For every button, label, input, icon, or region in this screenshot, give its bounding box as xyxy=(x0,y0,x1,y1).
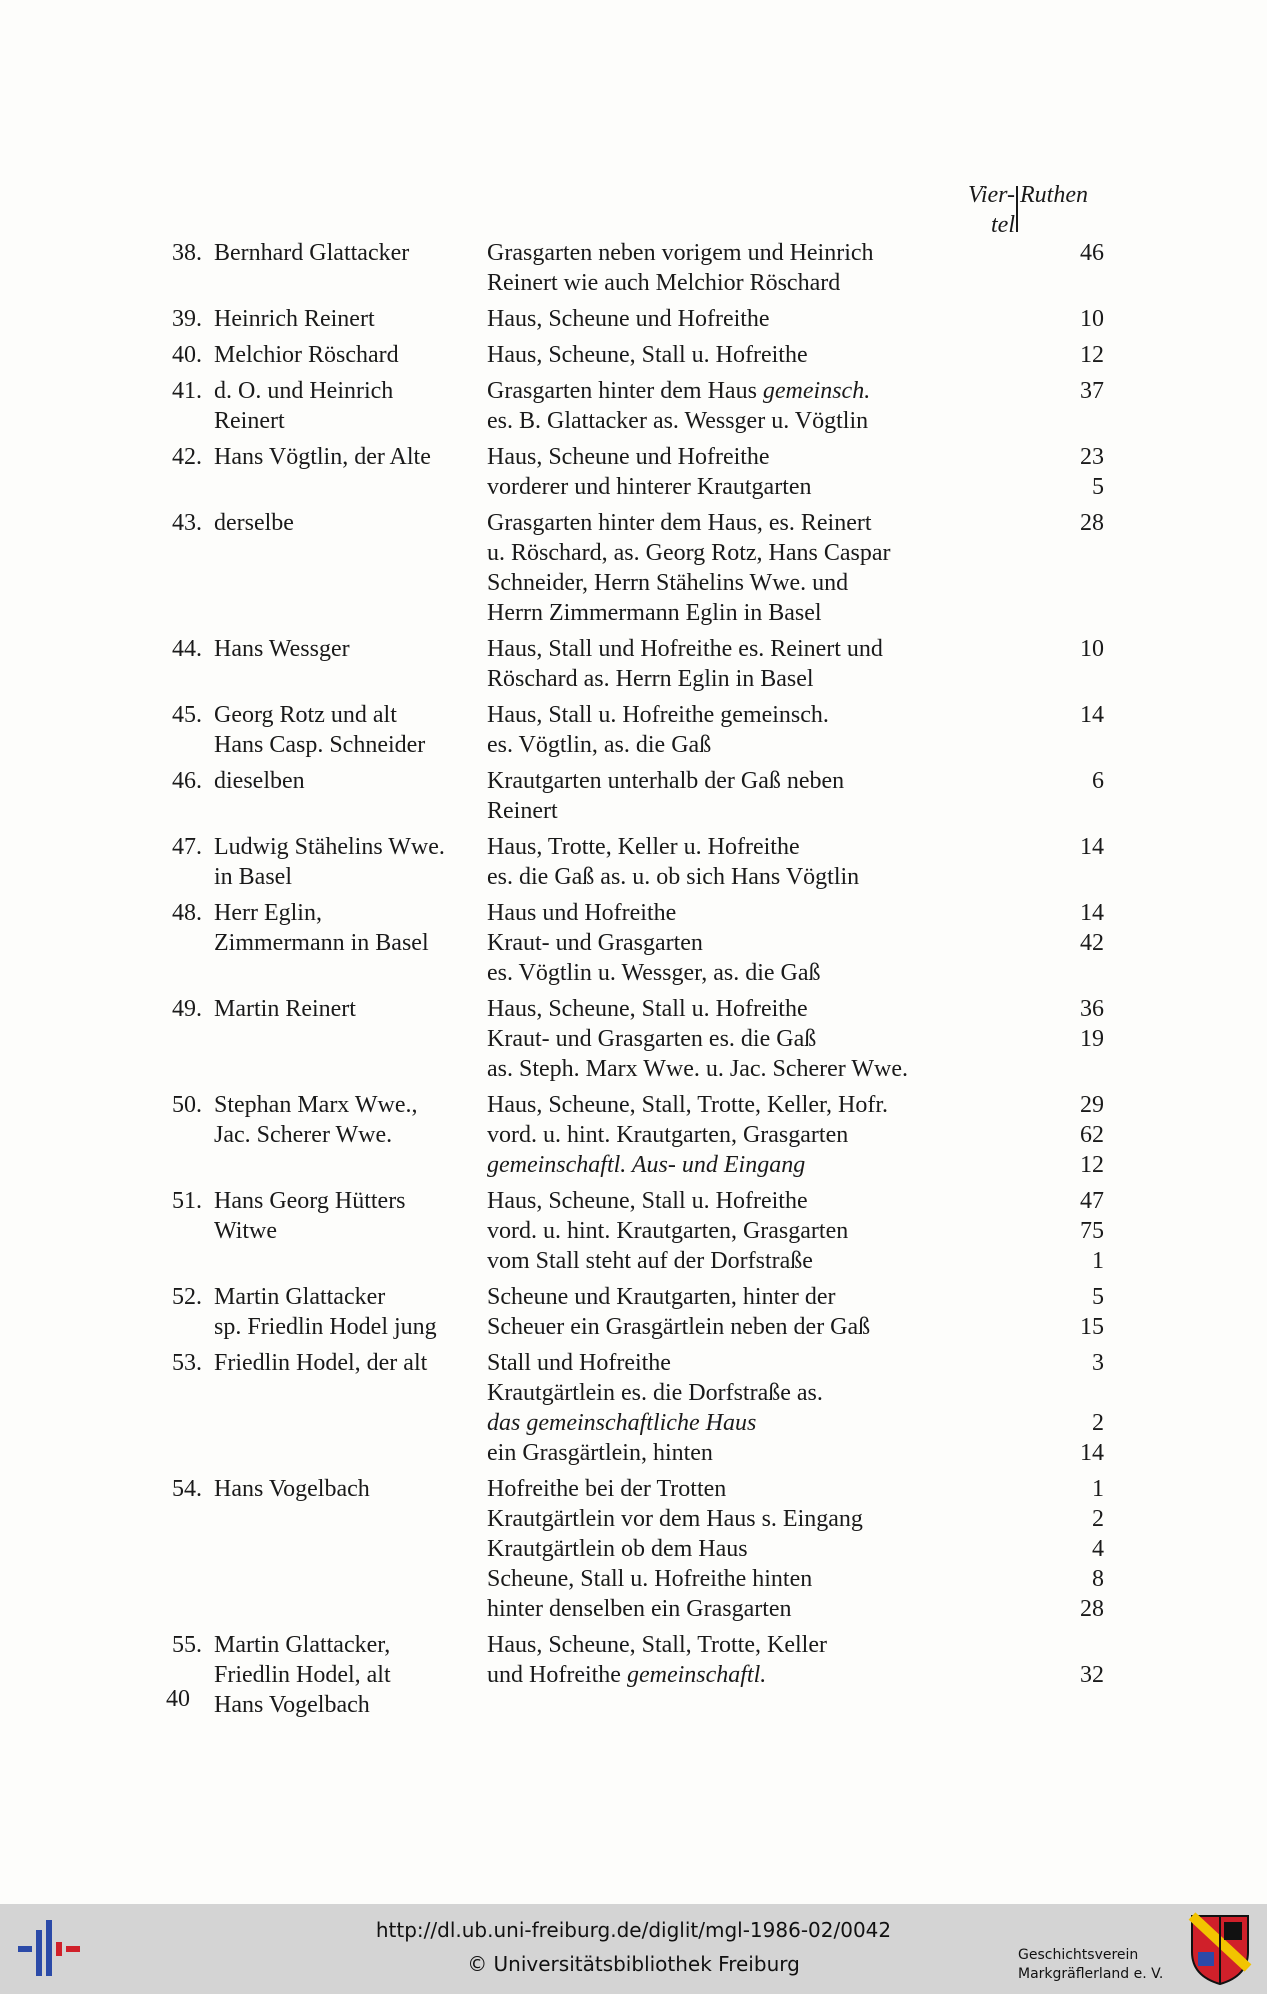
description-line xyxy=(487,568,890,598)
ruthen-value: 2 xyxy=(1092,1410,1104,1436)
description-line xyxy=(487,538,890,568)
description-line xyxy=(487,1534,1104,1564)
description-line xyxy=(487,472,1104,502)
owner-name xyxy=(214,1090,474,1150)
description-line xyxy=(487,994,1104,1024)
register-entry xyxy=(0,994,1267,1084)
description-line xyxy=(487,1216,1104,1246)
owner-name-line: Friedlin Hodel, der alt xyxy=(214,1350,428,1376)
description-text: ein Grasgärtlein, hinten xyxy=(487,1440,713,1466)
ruthen-value: 28 xyxy=(1080,1596,1104,1622)
description-text: Kraut- und Grasgarten es. die Gaß xyxy=(487,1026,817,1052)
owner-name-line: Martin Glattacker xyxy=(214,1284,386,1310)
page-number: 40 xyxy=(166,1686,190,1712)
column-header-ruthen: Ruthen xyxy=(1020,182,1088,208)
ruthen-value: 5 xyxy=(1092,474,1104,500)
description-line xyxy=(487,832,1104,862)
entry-number: 55. xyxy=(172,1632,202,1658)
owner-name-line: Hans Vogelbach xyxy=(214,1692,370,1718)
register-entry xyxy=(0,340,1267,370)
description-line xyxy=(487,1660,1104,1690)
owner-name xyxy=(214,442,474,472)
description-line xyxy=(487,862,859,892)
entry-number: 41. xyxy=(172,378,202,404)
description-line xyxy=(487,1150,1104,1180)
description-line xyxy=(487,304,1104,334)
register-entry xyxy=(0,304,1267,334)
description-text: Haus, Trotte, Keller u. Hofreithe xyxy=(487,834,800,860)
description-line xyxy=(487,730,829,760)
description-text: es. B. Glattacker as. Wessger u. Vögtlin xyxy=(487,408,869,434)
property-description xyxy=(487,1282,1104,1342)
ruthen-value: 10 xyxy=(1080,636,1104,662)
property-description xyxy=(487,700,1104,760)
description-line xyxy=(487,268,874,298)
description-text: Röschard as. Herrn Eglin in Basel xyxy=(487,666,814,692)
description-line xyxy=(487,1054,908,1084)
owner-name-line: Stephan Marx Wwe., xyxy=(214,1092,418,1118)
property-description xyxy=(487,1186,1104,1276)
owner-name xyxy=(214,1474,474,1504)
ruthen-value: 23 xyxy=(1080,444,1104,470)
description-line xyxy=(487,1438,1104,1468)
description-text: Grasgarten hinter dem Haus xyxy=(487,378,763,404)
owner-name xyxy=(214,238,474,268)
entry-number: 40. xyxy=(172,342,202,368)
property-register-table xyxy=(0,238,1267,1726)
owner-name xyxy=(214,508,474,538)
description-line xyxy=(487,1690,827,1720)
description-line xyxy=(487,508,1104,538)
description-line xyxy=(487,634,1104,664)
owner-name xyxy=(214,994,474,1024)
property-description xyxy=(487,238,1104,298)
entry-number: 44. xyxy=(172,636,202,662)
description-text: und Hofreithe xyxy=(487,1662,627,1688)
entry-spacer xyxy=(0,1720,1267,1726)
ruthen-value: 10 xyxy=(1080,306,1104,332)
description-text: Krautgärtlein es. die Dorfstraße as. xyxy=(487,1380,823,1406)
register-entry xyxy=(0,1348,1267,1468)
owner-name-line: Jac. Scherer Wwe. xyxy=(214,1122,393,1148)
owner-name-line: Hans Casp. Schneider xyxy=(214,732,426,758)
description-line xyxy=(487,1348,1104,1378)
description-line xyxy=(487,1282,1104,1312)
description-text: Scheune und Krautgarten, hinter der xyxy=(487,1284,836,1310)
ruthen-value: 8 xyxy=(1092,1566,1104,1592)
owner-name-line: Martin Glattacker, xyxy=(214,1632,391,1658)
owner-name xyxy=(214,1630,474,1720)
register-entry xyxy=(0,1186,1267,1276)
ruthen-value: 14 xyxy=(1080,1440,1104,1466)
society-name xyxy=(1018,1946,1163,1984)
owner-name-line: Bernhard Glattacker xyxy=(214,240,410,266)
entry-number: 38. xyxy=(172,240,202,266)
description-text: es. die Gaß as. u. ob sich Hans Vögtlin xyxy=(487,864,860,890)
entry-number: 39. xyxy=(172,306,202,332)
description-text: vord. u. hint. Krautgarten, Grasgarten xyxy=(487,1218,849,1244)
register-entry xyxy=(0,1630,1267,1720)
register-entry xyxy=(0,1282,1267,1342)
ruthen-value: 47 xyxy=(1080,1188,1104,1214)
property-description xyxy=(487,1090,1104,1180)
ruthen-value: 75 xyxy=(1080,1218,1104,1244)
ruthen-value: 32 xyxy=(1080,1662,1104,1688)
description-line xyxy=(487,1504,1104,1534)
description-text: as. Steph. Marx Wwe. u. Jac. Scherer Wwe. xyxy=(487,1056,908,1082)
description-line xyxy=(487,664,883,694)
property-description xyxy=(487,508,1104,628)
column-divider xyxy=(1016,186,1018,232)
owner-name-line: Hans Wessger xyxy=(214,636,350,662)
owner-name xyxy=(214,340,474,370)
description-line xyxy=(487,376,1104,406)
description-line xyxy=(487,1120,1104,1150)
description-text: Haus, Scheune und Hofreithe xyxy=(487,306,770,332)
entry-number: 52. xyxy=(172,1284,202,1310)
owner-name-line: Herr Eglin, xyxy=(214,900,322,926)
ruthen-value: 1 xyxy=(1092,1248,1104,1274)
description-line xyxy=(487,1378,823,1408)
owner-name-line: Hans Georg Hütters xyxy=(214,1188,406,1214)
description-line xyxy=(487,1474,1104,1504)
viewer-footer xyxy=(0,1904,1267,1994)
entry-number: 47. xyxy=(172,834,202,860)
description-text: Stall und Hofreithe xyxy=(487,1350,671,1376)
description-line xyxy=(487,340,1104,370)
description-line xyxy=(487,796,844,826)
column-header-viertel-line1: Vier- xyxy=(967,182,1015,208)
copyright-notice: © Universitätsbibliothek Freiburg xyxy=(467,1952,800,1976)
ruthen-value: 37 xyxy=(1080,378,1104,404)
property-description xyxy=(487,1474,1104,1624)
ruthen-value: 4 xyxy=(1092,1536,1104,1562)
description-text: u. Röschard, as. Georg Rotz, Hans Caspar xyxy=(487,540,891,566)
description-text: es. Vögtlin u. Wessger, as. die Gaß xyxy=(487,960,821,986)
property-description xyxy=(487,898,1104,988)
column-header-viertel xyxy=(953,180,1015,240)
owner-name xyxy=(214,1348,474,1378)
description-line xyxy=(487,958,821,988)
owner-name-line: Reinert xyxy=(214,408,285,434)
description-text: Scheuer ein Grasgärtlein neben der Gaß xyxy=(487,1314,871,1340)
description-text: Haus, Stall und Hofreithe es. Reinert und xyxy=(487,636,883,662)
coat-of-arms-icon xyxy=(1188,1912,1252,1986)
owner-name xyxy=(214,832,474,892)
ruthen-value: 29 xyxy=(1080,1092,1104,1118)
entry-number: 48. xyxy=(172,900,202,926)
ruthen-value: 5 xyxy=(1092,1284,1104,1310)
ruthen-value: 62 xyxy=(1080,1122,1104,1148)
description-text: Haus, Scheune, Stall, Trotte, Keller xyxy=(487,1632,827,1658)
owner-name xyxy=(214,634,474,664)
ruthen-value: 2 xyxy=(1092,1506,1104,1532)
description-text: Haus, Scheune, Stall u. Hofreithe xyxy=(487,342,808,368)
description-text: Schneider, Herrn Stähelins Wwe. und xyxy=(487,570,849,596)
entry-number: 45. xyxy=(172,702,202,728)
description-line xyxy=(487,238,1104,268)
register-entry xyxy=(0,832,1267,892)
property-description xyxy=(487,1630,1104,1720)
owner-name-line: dieselben xyxy=(214,768,305,794)
ruthen-value: 12 xyxy=(1080,342,1104,368)
ruthen-value: 15 xyxy=(1080,1314,1104,1340)
column-header-viertel-line2: tel xyxy=(991,212,1015,238)
owner-name-line: Ludwig Stähelins Wwe. xyxy=(214,834,445,860)
ruthen-value: 28 xyxy=(1080,510,1104,536)
ruthen-value: 42 xyxy=(1080,930,1104,956)
description-text: Scheune, Stall u. Hofreithe hinten xyxy=(487,1566,813,1592)
owner-name-line: d. O. und Heinrich xyxy=(214,378,394,404)
register-entry xyxy=(0,766,1267,826)
owner-name xyxy=(214,700,474,760)
owner-name-line: Friedlin Hodel, alt xyxy=(214,1662,391,1688)
description-line xyxy=(487,1186,1104,1216)
description-text: Reinert wie auch Melchior Röschard xyxy=(487,270,841,296)
description-line xyxy=(487,442,1104,472)
owner-name-line: in Basel xyxy=(214,864,292,890)
description-text: Krautgarten unterhalb der Gaß neben xyxy=(487,768,845,794)
description-line xyxy=(487,898,1104,928)
owner-name xyxy=(214,1282,474,1342)
owner-name-line: sp. Friedlin Hodel jung xyxy=(214,1314,437,1340)
society-name-line2: Markgräflerland e. V. xyxy=(1018,1966,1164,1982)
register-entry xyxy=(0,898,1267,988)
register-entry xyxy=(0,1474,1267,1624)
description-line xyxy=(487,766,1104,796)
ruthen-value: 46 xyxy=(1080,240,1104,266)
register-entry xyxy=(0,700,1267,760)
owner-name-line: Hans Vögtlin, der Alte xyxy=(214,444,431,470)
description-line xyxy=(487,1312,1104,1342)
property-description xyxy=(487,376,1104,436)
description-line xyxy=(487,700,1104,730)
owner-name-line: Heinrich Reinert xyxy=(214,306,375,332)
description-italic: gemeinschaftl. Aus- und Eingang xyxy=(487,1152,806,1178)
property-description xyxy=(487,442,1104,502)
description-line xyxy=(487,1408,1104,1438)
owner-name-line: Martin Reinert xyxy=(214,996,356,1022)
owner-name xyxy=(214,376,474,436)
description-line xyxy=(487,1024,1104,1054)
description-text: Krautgärtlein ob dem Haus xyxy=(487,1536,748,1562)
property-description xyxy=(487,994,1104,1084)
register-entry xyxy=(0,634,1267,694)
property-description xyxy=(487,1348,1104,1468)
entry-number: 53. xyxy=(172,1350,202,1376)
owner-name xyxy=(214,1186,474,1246)
description-text: vorderer und hinterer Krautgarten xyxy=(487,474,812,500)
ruthen-value: 3 xyxy=(1092,1350,1104,1376)
entry-number: 51. xyxy=(172,1188,202,1214)
description-line xyxy=(487,928,1104,958)
description-text: vord. u. hint. Krautgarten, Grasgarten xyxy=(487,1122,849,1148)
description-text: vom Stall steht auf der Dorfstraße xyxy=(487,1248,813,1274)
ruthen-value: 14 xyxy=(1080,702,1104,728)
ruthen-value: 6 xyxy=(1092,768,1104,794)
description-text: Reinert xyxy=(487,798,558,824)
description-text: Haus, Scheune und Hofreithe xyxy=(487,444,770,470)
description-line xyxy=(487,406,870,436)
register-entry xyxy=(0,238,1267,298)
property-description xyxy=(487,634,1104,694)
description-text: Grasgarten neben vorigem und Heinrich xyxy=(487,240,874,266)
description-line xyxy=(487,1630,827,1660)
entry-number: 46. xyxy=(172,768,202,794)
ruthen-value: 14 xyxy=(1080,834,1104,860)
owner-name xyxy=(214,898,474,958)
society-name-line1: Geschichtsverein xyxy=(1018,1947,1139,1963)
owner-name-line: Witwe xyxy=(214,1218,278,1244)
owner-name xyxy=(214,304,474,334)
description-text: Grasgarten hinter dem Haus, es. Reinert xyxy=(487,510,872,536)
owner-name-line: Zimmermann in Basel xyxy=(214,930,429,956)
entry-number: 42. xyxy=(172,444,202,470)
property-description xyxy=(487,832,1104,892)
description-text: es. Vögtlin, as. die Gaß xyxy=(487,732,712,758)
description-text: Kraut- und Grasgarten xyxy=(487,930,703,956)
owner-name-line: Melchior Röschard xyxy=(214,342,399,368)
description-text: Haus und Hofreithe xyxy=(487,900,677,926)
ruthen-value: 19 xyxy=(1080,1026,1104,1052)
entry-number: 50. xyxy=(172,1092,202,1118)
entry-number: 54. xyxy=(172,1476,202,1502)
property-description xyxy=(487,304,1104,334)
register-entry xyxy=(0,376,1267,436)
entry-number: 49. xyxy=(172,996,202,1022)
owner-name xyxy=(214,766,474,796)
description-text: hinter denselben ein Grasgarten xyxy=(487,1596,792,1622)
description-text: Haus, Scheune, Stall, Trotte, Keller, Hofr. xyxy=(487,1092,888,1118)
register-entry xyxy=(0,508,1267,628)
description-italic: das gemeinschaftliche Haus xyxy=(487,1410,757,1436)
ruthen-value: 36 xyxy=(1080,996,1104,1022)
description-line xyxy=(487,1090,1104,1120)
entry-number: 43. xyxy=(172,510,202,536)
description-italic: gemeinsch. xyxy=(762,378,871,404)
description-italic: gemeinschaftl. xyxy=(626,1662,767,1688)
description-text: Hofreithe bei der Trotten xyxy=(487,1476,727,1502)
register-entry xyxy=(0,442,1267,502)
owner-name-line: Hans Vogelbach xyxy=(214,1476,370,1502)
description-line xyxy=(487,1246,1104,1276)
ruthen-value: 14 xyxy=(1080,900,1104,926)
description-text: Haus, Scheune, Stall u. Hofreithe xyxy=(487,996,808,1022)
ruthen-value: 12 xyxy=(1080,1152,1104,1178)
register-entry xyxy=(0,1090,1267,1180)
owner-name-line: derselbe xyxy=(214,510,294,536)
description-text: Haus, Scheune, Stall u. Hofreithe xyxy=(487,1188,808,1214)
description-line xyxy=(487,598,890,628)
description-line xyxy=(487,1594,1104,1624)
ruthen-value: 1 xyxy=(1092,1476,1104,1502)
property-description xyxy=(487,766,1104,826)
permalink-url[interactable]: http://dl.ub.uni-freiburg.de/diglit/mgl-1986-02/0042 xyxy=(375,1918,892,1942)
description-text: Krautgärtlein vor dem Haus s. Eingang xyxy=(487,1506,863,1532)
description-line xyxy=(487,1564,1104,1594)
description-text: Herrn Zimmermann Eglin in Basel xyxy=(487,600,822,626)
owner-name-line: Georg Rotz und alt xyxy=(214,702,397,728)
description-text: Haus, Stall u. Hofreithe gemeinsch. xyxy=(487,702,829,728)
property-description xyxy=(487,340,1104,370)
